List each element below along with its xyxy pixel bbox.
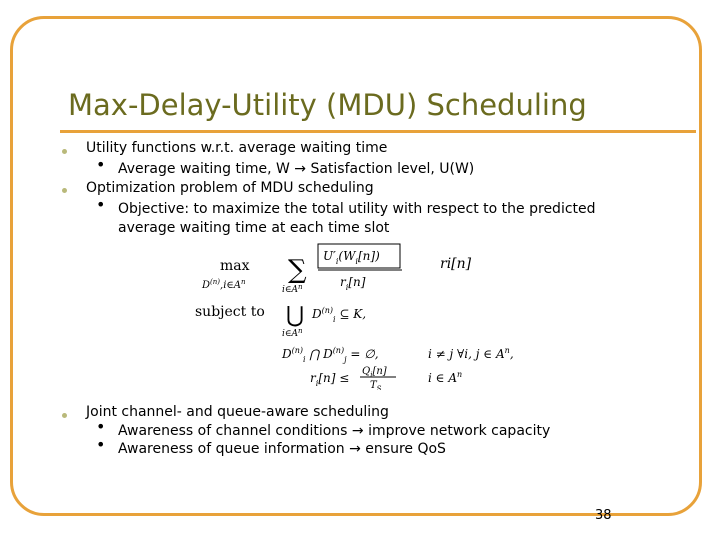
page-number: 38	[595, 508, 612, 523]
bullet-3-text: Joint channel- and queue-aware scheduling	[86, 404, 389, 420]
formula-numerator: $U'_i(W_i[n])$	[323, 249, 380, 266]
formula-disjoint-cond: i ≠ j ∀i, j ∈ $A^n$,	[428, 346, 514, 361]
formula-subject-to: subject to	[195, 304, 265, 320]
bullet-2-sub-1: Objective: to maximize the total utility with respect to the predicted	[118, 201, 596, 217]
formula-denominator: $r_i[n]$	[340, 275, 366, 292]
slide-title: Max-Delay-Utility (MDU) Scheduling	[68, 88, 587, 122]
formula-rate-num: $Q_i[n]$	[362, 366, 387, 379]
sub-bullet-marker: •	[96, 155, 106, 174]
formula-union-subscript: $i\in A^n$	[282, 327, 303, 339]
bullet-marker	[62, 413, 67, 418]
bullet-3-sub-2: Awareness of queue information → ensure QoS	[118, 441, 446, 457]
sub-bullet-marker: •	[96, 195, 106, 214]
bullet-3-sub-1: Awareness of channel conditions → improve network capacity	[118, 423, 551, 439]
formula-union: ⋃	[286, 303, 305, 328]
bullet-marker	[62, 149, 67, 154]
sub-bullet-marker: •	[96, 435, 106, 454]
formula-union-term: $D^{(n)}_i$ ⊆ K,	[312, 306, 367, 324]
bullet-1-text: Utility functions w.r.t. average waiting time	[86, 140, 388, 156]
formula-ri-n: ri[n]	[440, 256, 472, 272]
formula-sum: ∑	[288, 255, 307, 285]
formula-sum-subscript: $i\in A^n$	[282, 283, 303, 295]
sub-bullet-marker: •	[96, 417, 106, 436]
bullet-2-sub-2: average waiting time at each time slot	[118, 220, 390, 236]
formula-max-subscript: $D^{(n)},i\in A^n$	[202, 278, 246, 291]
bullet-marker	[62, 188, 67, 193]
formula-disjoint: $D^{(n)}_i$ ⋂ $D^{(n)}_j$ = ∅,	[282, 346, 379, 364]
formula-rate-cond: i ∈ $A^n$	[428, 370, 463, 385]
optimization-formula	[190, 240, 550, 390]
formula-rate-den: $T_S$	[370, 380, 382, 390]
formula-rate: $r_i[n]$ ≤	[310, 371, 350, 388]
title-rule	[60, 130, 696, 133]
bullet-1-sub-1: Average waiting time, W → Satisfaction level, U(W)	[118, 161, 475, 177]
formula-max: max	[220, 258, 250, 274]
bullet-2-text: Optimization problem of MDU scheduling	[86, 180, 374, 196]
